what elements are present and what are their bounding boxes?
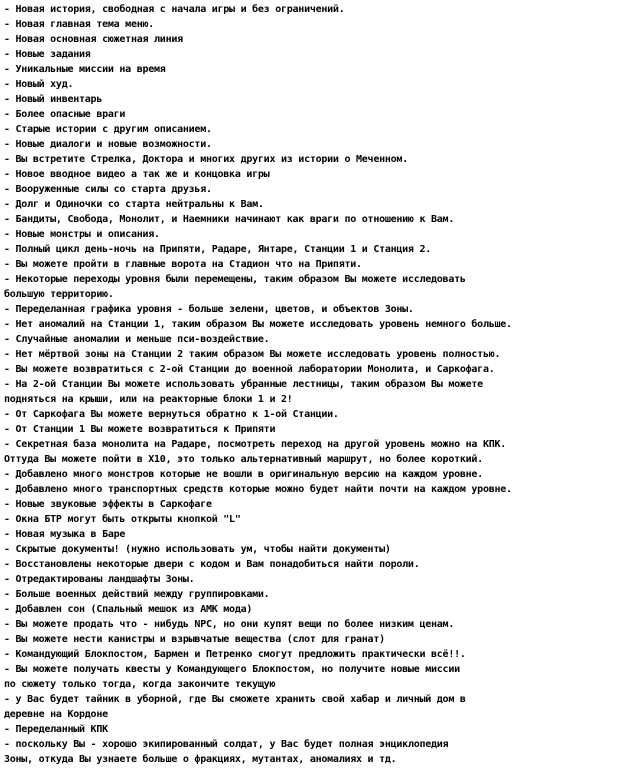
text-line: - От Станции 1 Вы можете возвратиться к Припяти <box>4 424 276 435</box>
text-line: - Окна БТР могут быть открыты кнопкой "L" <box>4 514 241 525</box>
text-line: - Новые звуковые эффекты в Саркофаге <box>4 499 212 510</box>
text-line: - Уникальные миссии на время <box>4 64 166 75</box>
text-line: большую территорию. <box>4 289 114 300</box>
text-line: - Новые монстры и описания. <box>4 229 160 240</box>
text-line: - Вы встретите Стрелка, Доктора и многих других из истории о Меченном. <box>4 154 408 165</box>
text-line: - Отредактированы ландшафты Зоны. <box>4 574 195 585</box>
text-line: - Старые истории с другим описанием. <box>4 124 212 135</box>
text-line: - Вы можете получать квесты у Командующего Блокпостом, но получите новые миссии <box>4 664 460 675</box>
text-line: - Более опасные враги <box>4 109 126 120</box>
text-line: - Новая главная тема меню. <box>4 19 155 30</box>
text-line: - Добавлено много монстров которые не вошли в оригинальную версию на каждом уровне. <box>4 469 483 480</box>
text-line: - Нет мёртвой зоны на Станции 2 таким образом Вы можете исследовать уровень полностью. <box>4 349 501 360</box>
text-line: - Секретная база монолита на Радаре, посмотреть переход на другой уровень можно на КПК. <box>4 439 507 450</box>
text-line: - Вы можете пройти в главные ворота на Стадион что на Припяти. <box>4 259 362 270</box>
text-line: - Новая музыка в Баре <box>4 529 126 540</box>
text-line: - Новая основная сюжетная линия <box>4 34 183 45</box>
text-line: - Добавлено много транспортных средств которые можно будет найти почти на каждом уровне. <box>4 484 512 495</box>
text-line: - Некоторые переходы уровня были перемещены, таким образом Вы можете исследовать <box>4 274 466 285</box>
text-line: по сюжету только тогда, когда закончите текущую <box>4 679 276 690</box>
text-line: - Вы можете продать что - нибудь NPC, но они купят вещи по более низким ценам. <box>4 619 455 630</box>
text-line: - Добавлен сон (Спальный мешок из АМК мода) <box>4 604 253 615</box>
text-line: - Новые диалоги и новые возможности. <box>4 139 212 150</box>
text-line: - Вы можете нести канистры и взрывчатые вещества (слот для гранат) <box>4 634 385 645</box>
text-line: - Скрытые документы! (нужно использовать ум, чтобы найти документы) <box>4 544 391 555</box>
text-line: - у Вас будет тайник в уборной, где Вы сможете хранить свой хабар и личный дом в <box>4 694 466 705</box>
text-line: - Нет аномалий на Станции 1, таким образом Вы можете исследовать уровень немного больше. <box>4 319 512 330</box>
text-line: - Новый худ. <box>4 79 74 90</box>
text-line: - Новый инвентарь <box>4 94 103 105</box>
text-line: - Полный цикл день-ночь на Припяти, Радаре, Янтаре, Станции 1 и Станция 2. <box>4 244 432 255</box>
text-line: - Командующий Блокпостом, Бармен и Петренко смогут предложить практически всё!!. <box>4 649 466 660</box>
text-line: - Восстановлены некоторые двери с кодом и Вам понадобиться найти пороли. <box>4 559 420 570</box>
text-line: - Новое вводное видео а так же и концовка игры <box>4 169 270 180</box>
text-line: - Случайные аномалии и меньше пси-воздействие. <box>4 334 270 345</box>
text-line: - Бандиты, Свобода, Монолит, и Наемники начинают как враги по отношению к Вам. <box>4 214 455 225</box>
text-line: Оттуда Вы можете пойти в Х10, это только альтернативный маршрут, но более короткий. <box>4 454 483 465</box>
text-line: - Долг и Одиночки со старта нейтральны к Вам. <box>4 199 264 210</box>
text-line: - Новые задания <box>4 49 91 60</box>
text-line: деревне на Кордоне <box>4 709 108 720</box>
text-line: - Переделанная графика уровня - больше зелени, цветов, и объектов Зоны. <box>4 304 414 315</box>
text-line: - Новая история, свободная с начала игры и без ограничений. <box>4 4 345 15</box>
text-line: - Вооруженные силы со старта друзья. <box>4 184 212 195</box>
text-line: - Вы можете возвратиться с 2-ой Станции до военной лаборатории Монолита, и Саркофага. <box>4 364 495 375</box>
text-line: - От Саркофага Вы можете вернуться обратно к 1-ой Станции. <box>4 409 339 420</box>
text-line: - поскольку Вы - хорошо экипированный солдат, у Вас будет полная энциклопедия <box>4 739 449 750</box>
text-line: - Переделанный КПК <box>4 724 108 735</box>
text-line: - На 2-ой Станции Вы можете использовать убранные лестницы, таким образом Вы можете <box>4 379 483 390</box>
text-line: подняться на крыши, или на реакторные блоки 1 и 2! <box>4 394 293 405</box>
text-line: - Больше военных действий между группировками. <box>4 589 270 600</box>
text-line: Зоны, откуда Вы узнаете больше о фракциях, мутантах, аномалиях и тд. <box>4 754 397 765</box>
